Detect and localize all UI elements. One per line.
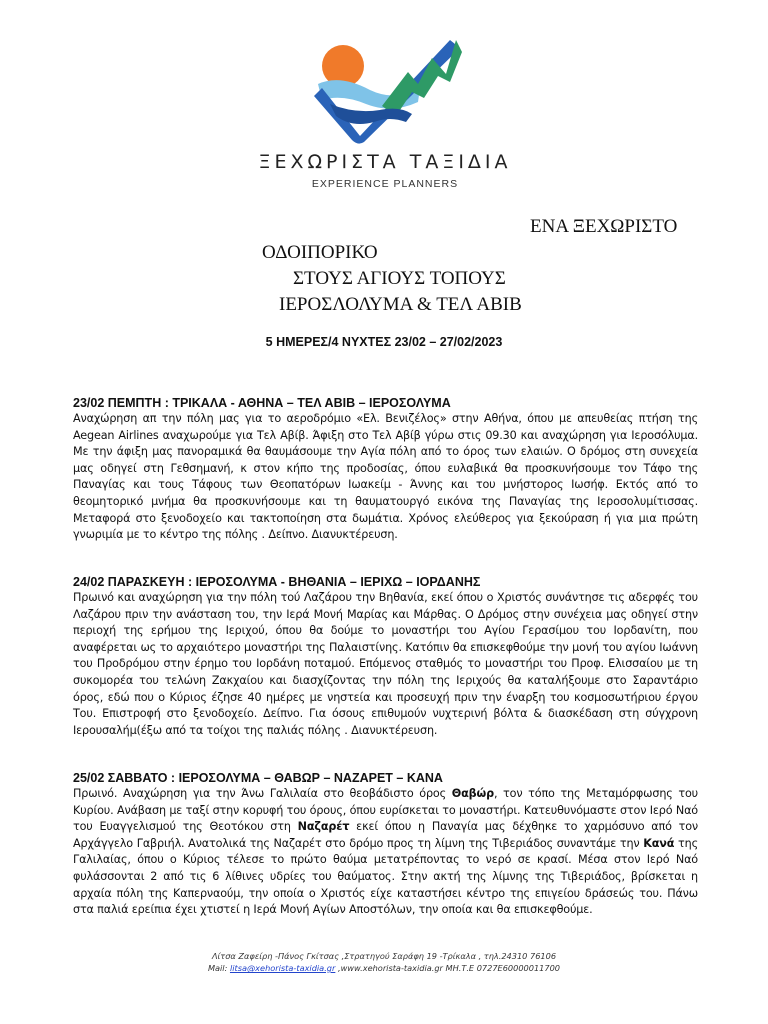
title-line-2: ΟΔΟΙΠΟΡΙΚΟ bbox=[262, 242, 378, 263]
day-heading: 24/02 ΠΑΡΑΣΚΕΥΗ : ΙΕΡΟΣΟΛΥΜΑ - ΒΗΘΑΝΙΑ – ΙΕΡΙΧΩ – ΙΟΡΔΑΝΗΣ bbox=[73, 575, 481, 589]
email-link[interactable]: litsa@xehorista-taxidia.gr bbox=[229, 963, 336, 973]
place-kana: Κανά bbox=[643, 836, 675, 850]
brand-logo bbox=[250, 18, 520, 193]
day-section-2 bbox=[73, 575, 698, 739]
footer-contact: Λίτσα Ζαφείρη -Πάνος Γκίτσας ,Στρατηγού Σαράφη 19 -Τρίκαλα , τηλ.24310 76106 bbox=[211, 951, 557, 961]
day-heading: 25/02 ΣΑΒΒΑΤΟ : ΙΕΡΟΣΟΛΥΜΑ – ΘΑΒΩΡ – ΝΑΖΑΡΕΤ – ΚΑΝΑ bbox=[73, 771, 443, 785]
day-text: Πρωινό. Αναχώρηση για την Άνω Γαλιλαία στο θεοβάδιστο όρος Θαβώρ, τον τόπο της Μεταμόρφωσης του Κυρίου. Ανάβαση με ταξί στην κορυφή του όρους, όπου ευρίσκεται το μοναστήρι. Κατευθυνόμαστε στον Ιερό Ναό του Ευαγγελισμού της Θεοτόκου στη Ναζαρέτ εκεί όπου η Παναγία μας δέχθηκε το χαρμόσυνο από τον Αρχάγγελο Γαβριήλ. Ανατολικά της Ναζαρέτ στο δρόμο προς τη λίμνη της Τιβεριάδος συναντάμε την Κανά της Γαλιλαίας, όπου ο Κύριος τέλεσε το πρώτο θαύμα μετατρέποντας το νερό σε κρασί. Μέσα στον Ιερό Ναό φυλάσσονται 2 από τις 6 λίθινες υδρίες του θαύματος. Στην ακτή της λίμνης της Τιβεριάδος, βρίσκεται η αρχαία πόλη της Καπερναούμ, την οποία ο Χριστός είχε καταστήσει κέντρο της επιγείου δράσεώς του. Πάνω στα παλιά ερείπια έχει χτιστεί η Ιερά Μονή Αγίων Αποστόλων, την οποία και θα επισκεφθούμε. bbox=[73, 787, 699, 917]
brand-name: ΞΕΧΩΡΙΣΤΑ ΤΑΞΙΔΙΑ bbox=[258, 151, 512, 173]
title-line-3: ΣΤΟΥΣ ΑΓΙΟΥΣ ΤΟΠΟΥΣ bbox=[293, 268, 506, 289]
title-line-1: ΕΝΑ ΞΕΧΩΡΙΣΤΟ bbox=[530, 216, 678, 237]
day-text: Αναχώρηση απ την πόλη μας για το αεροδρόμιο «Ελ. Βενιζέλος» στην Αθήνα, όπου με απευθείας πτήση της Aegean Airlines αναχωρούμε για Τελ Αβίβ. Άφιξη στο Τελ Αβίβ γύρω στις 09.30 και αναχώρηση για Ιεροσόλυμα. Με την άφιξη μας πανοραμικά θα θαυμάσουμε την Αγία πόλη από το όρος των ελαιών. Ο δρόμος στη συνεχεία μας οδηγεί στη Γεθσημανή, κ στον κήπο της προδοσίας, όπου ευλαβικά θα προσκυνήσουμε τον Τάφο της Παναγίας και τους Τάφους των Θεοπατόρων Ιωακείμ - Άννης και του μνήστορος Ιωσήφ. Εκτός από το θεομητορικό μνήμα θα προσκυνήσουμε και τη θαυματουργό εικόνα της Παναγίας της Ιεροσολυμίτισσας. Μεταφορά στο ξενοδοχείο και τακτοποίηση στα δωμάτια. Χρόνος ελεύθερος για ξεκούραση ή για μια πρώτη γνωριμία με το κέντρο της πόλης . Δείπνο. Διανυκτέρευση. bbox=[73, 412, 698, 542]
brand-tagline: EXPERIENCE PLANNERS bbox=[311, 178, 459, 190]
day-text: Πρωινό και αναχώρηση για την πόλη τού Λαζάρου την Βηθανία, εκεί όπου ο Χριστός συνάντησε τις αδερφές του Λαζάρου πριν την ανάσταση του, την Ιερά Μονή Μαρίας και Μάρθας. Ο Δρόμος στην συνέχεια μας οδηγεί στην περιοχή της ερήμου της Ιεριχού, όπου θα δούμε το μοναστήρι του Αγίου Γερασίμου του Ιορδανίτη, που αναφέρεται ως το αρχαιότερο μοναστήρι της Παλαιστίνης. Κατόπιν θα επισκεφθούμε την μονή του αγίου Ιωάννη του Προδρόμου στην έρημο του Ιορδάνη ποταμού. Επόμενος σταθμός το μοναστήρι του Προφ. Ελισσαίου με τη συκομορέα του τελώνη Ζακχαίου και διασχίζοντας την πόλη της Ιεριχούς θα καταλήξουμε στο Σαραντάριο όρος, εδώ που ο Κύριος έζησε 40 ημέρες με νηστεία και προσευχή πριν την έναρξη του κοσμοσωτήριου έργου Του. Επιστροφή στο ξενοδοχείο. Δείπνο. Για όσους επιθυμούν νυχτερινή βόλτα & διασκέδαση στη σύγχρονη Ιερουσαλήμ(έξω από τα τοίχοι της παλιάς πόλης . Διανυκτέρευση. bbox=[73, 591, 698, 737]
footer-web: Mail: litsa@xehorista-taxidia.gr ,www.xehorista-taxidia.gr ΜΗ.Τ.Ε 0727Ε60000011700 bbox=[207, 963, 561, 973]
day-section-3 bbox=[73, 771, 698, 919]
day-section-1 bbox=[73, 396, 698, 544]
place-nazareth: Ναζαρέτ bbox=[297, 820, 350, 834]
title-line-4: ΙΕΡΟΣΛΟΛΥΜΑ & ΤΕΛ ΑΒΙΒ bbox=[279, 294, 522, 315]
trip-duration: 5 ΗΜΕΡΕΣ/4 ΝΥΧΤΕΣ 23/02 – 27/02/2023 bbox=[265, 335, 503, 349]
day-heading: 23/02 ΠΕΜΠΤΗ : ΤΡΙΚΑΛΑ - ΑΘΗΝΑ – ΤΕΛ ΑΒΙΒ – ΙΕΡΟΣΟΛΥΜΑ bbox=[73, 396, 451, 410]
logo-emblem-icon bbox=[300, 18, 470, 146]
place-thavor: Θαβώρ bbox=[451, 787, 494, 800]
